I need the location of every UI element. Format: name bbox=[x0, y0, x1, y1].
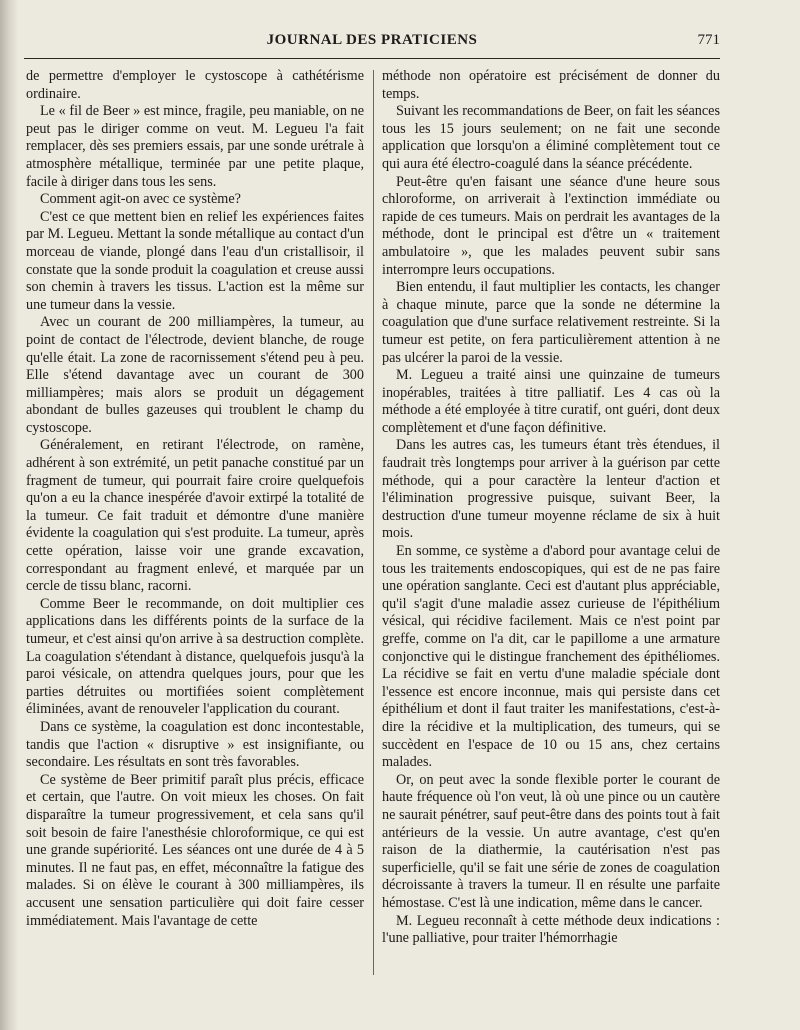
left-column bbox=[26, 68, 364, 930]
paragraph: Généralement, en retirant l'électrode, on ramène, adhérent à son extrémité, un petit panache constitué par un fragment de tumeur, qui pourrait faire croire quelquefois qu'on a eu la chance inespérée d'avoir extirpé la totalité de la tumeur. Ce fait traduit et démontre d'une manière évidente la coagulation qui s'est produite. La tumeur, après cette opération, laisse voir une grande excavation, correspondant au fragment enlevé, et marquée par un cercle de tissu blanc, racorni. bbox=[26, 437, 364, 595]
paragraph: Avec un courant de 200 milliampères, la tumeur, au point de contact de l'électrode, devient blanche, de rouge qu'elle était. La zone de racornissement s'étend peu à peu. Elle s'étend davantage avec un courant de 300 milliampères; mais alors se produit un dégagement abondant de bulles gazeuses qui troublent le champ du cystoscope. bbox=[26, 314, 364, 436]
page-header bbox=[24, 32, 720, 54]
paragraph: M. Legueu reconnaît à cette méthode deux indications : l'une palliative, pour traiter l'hémorrhagie bbox=[382, 912, 720, 947]
paragraph: C'est ce que mettent bien en relief les expériences faites par M. Legueu. Mettant la sonde métallique au contact d'un morceau de viande, plongé dans l'eau d'un cristallisoir, il constate que la sonde produit la coagulation et creuse aussi son chemin à travers les tissus. L'action est la même sur une tumeur dans la vessie. bbox=[26, 208, 364, 313]
paragraph: Dans les autres cas, les tumeurs étant très étendues, il faudrait très longtemps pour arriver à la guérison par cette méthode, qui a pour caractère la lenteur d'action et l'élimination progressive puisque, suivant Beer, la destruction d'une tumeur moyenne réclame de six à huit mois. bbox=[382, 437, 720, 542]
paragraph: Le « fil de Beer » est mince, fragile, peu maniable, on ne peut pas le diriger comme on veut. M. Legueu l'a fait remplacer, dès ses premiers essais, par une sonde urétrale à atmosphère métallique, terminée par une petite plaque, facile à diriger dans tous les sens. bbox=[26, 103, 364, 190]
paragraph: Suivant les recommandations de Beer, on fait les séances tous les 15 jours seulement; on ne fait une seconde application que lorsqu'on a éliminé complètement tout ce qui aura été électro-coagulé dans la séance précédente. bbox=[382, 103, 720, 172]
page-number: 771 bbox=[697, 32, 720, 48]
binding-gutter bbox=[0, 0, 18, 1030]
paragraph: méthode non opératoire est précisément de donner du temps. bbox=[382, 68, 720, 102]
paragraph: de permettre d'employer le cystoscope à cathétérisme ordinaire. bbox=[26, 68, 364, 102]
paragraph: Peut-être qu'en faisant une séance d'une heure sous chloroforme, on arriverait à l'extinction immédiate ou rapide de ces tumeurs. Mais on perdrait les avantages de la méthode, dont le principal est d'être un « traitement ambulatoire », que les malades peuvent subir sans interrompre leurs occupations. bbox=[382, 173, 720, 278]
paragraph: Comme Beer le recommande, on doit multiplier ces applications dans les différents points de la surface de la tumeur, et c'est ainsi qu'on arrive à sa destruction complète. La coagulation s'étendant à distance, quelquefois jusqu'à la paroi vésicale, on attendra quelques jours, pour que les parties détruites ou mortifiées soient complètement éliminées, avant de renouveler l'application du courant. bbox=[26, 595, 364, 718]
paragraph: Or, on peut avec la sonde flexible porter le courant de haute fréquence où l'on veut, là où une pince ou un cautère ne saurait pénétrer, sauf peut-être dans des points tout à fait antérieurs de la vessie. Un autre avantage, c'est qu'en raison de la diathermie, la cautérisation n'est pas superficielle, qu'il se fait une série de zones de coagulation décroissante à travers la tumeur. Il en résulte une parfaite hémostase. C'est là une indication, même dans le cancer. bbox=[382, 771, 720, 911]
paragraph: Bien entendu, il faut multiplier les contacts, les changer à chaque minute, parce que la sonde ne détermine la coagulation que d'une surface relativement restreinte. Si la tumeur est petite, on fera particulièrement attention à ne pas ulcérer la paroi de la vessie. bbox=[382, 279, 720, 366]
paragraph: Comment agit-on avec ce système? bbox=[40, 191, 241, 208]
right-column bbox=[382, 68, 720, 948]
paragraph: M. Legueu a traité ainsi une quinzaine de tumeurs inopérables, traitées à titre palliatif. Les 4 cas où la méthode a été employée à titre curatif, ont guéri, dont deux complètement et d'une façon définitive. bbox=[382, 367, 720, 436]
running-title: JOURNAL DES PRATICIENS bbox=[266, 32, 478, 48]
column-divider bbox=[373, 70, 374, 975]
paragraph: En somme, ce système a d'abord pour avantage celui de tous les traitements endoscopiques, qui est de ne pas faire une opération sanglante. Ceci est d'autant plus appréciable, qu'il s'agit d'une maladie assez curieuse de l'épithélium vésical, qui récidive facilement. Mais ce n'est point par greffe, comme on l'a dit, car le papillome a une armature conjonctive qui le distingue franchement des épithéliomes. La récidive se fait en vertu d'une maladie spéciale dont l'essence est encore inconnue, mais qui persiste dans cet épithélium et dont il faut traiter les manifestations, c'est-à-dire la récidive et la multiplication, des tumeurs, qui se succèdent en l'espace de 10 ou 15 ans, chez certains malades. bbox=[382, 543, 720, 771]
paragraph: Ce système de Beer primitif paraît plus précis, efficace et certain, que l'autre. On voit mieux les choses. On fait disparaître la tumeur progressivement, et cela sans qu'il soit besoin de faire l'anesthésie chloroformique, ce qui est une grande supériorité. Les séances ont une durée de 4 à 5 minutes. Il ne faut pas, en effet, méconnaître la fatigue des malades. Si on élève le courant à 300 milliampères, ils accusent une sensation particulière qui doit faire cesser immédiatement. Mais l'avantage de cette bbox=[26, 771, 364, 929]
header-rule bbox=[24, 58, 720, 59]
paragraph: Dans ce système, la coagulation est donc incontestable, tandis que l'action « disruptive » est insignifiante, ou secondaire. Les résultats en sont très favorables. bbox=[26, 718, 364, 771]
